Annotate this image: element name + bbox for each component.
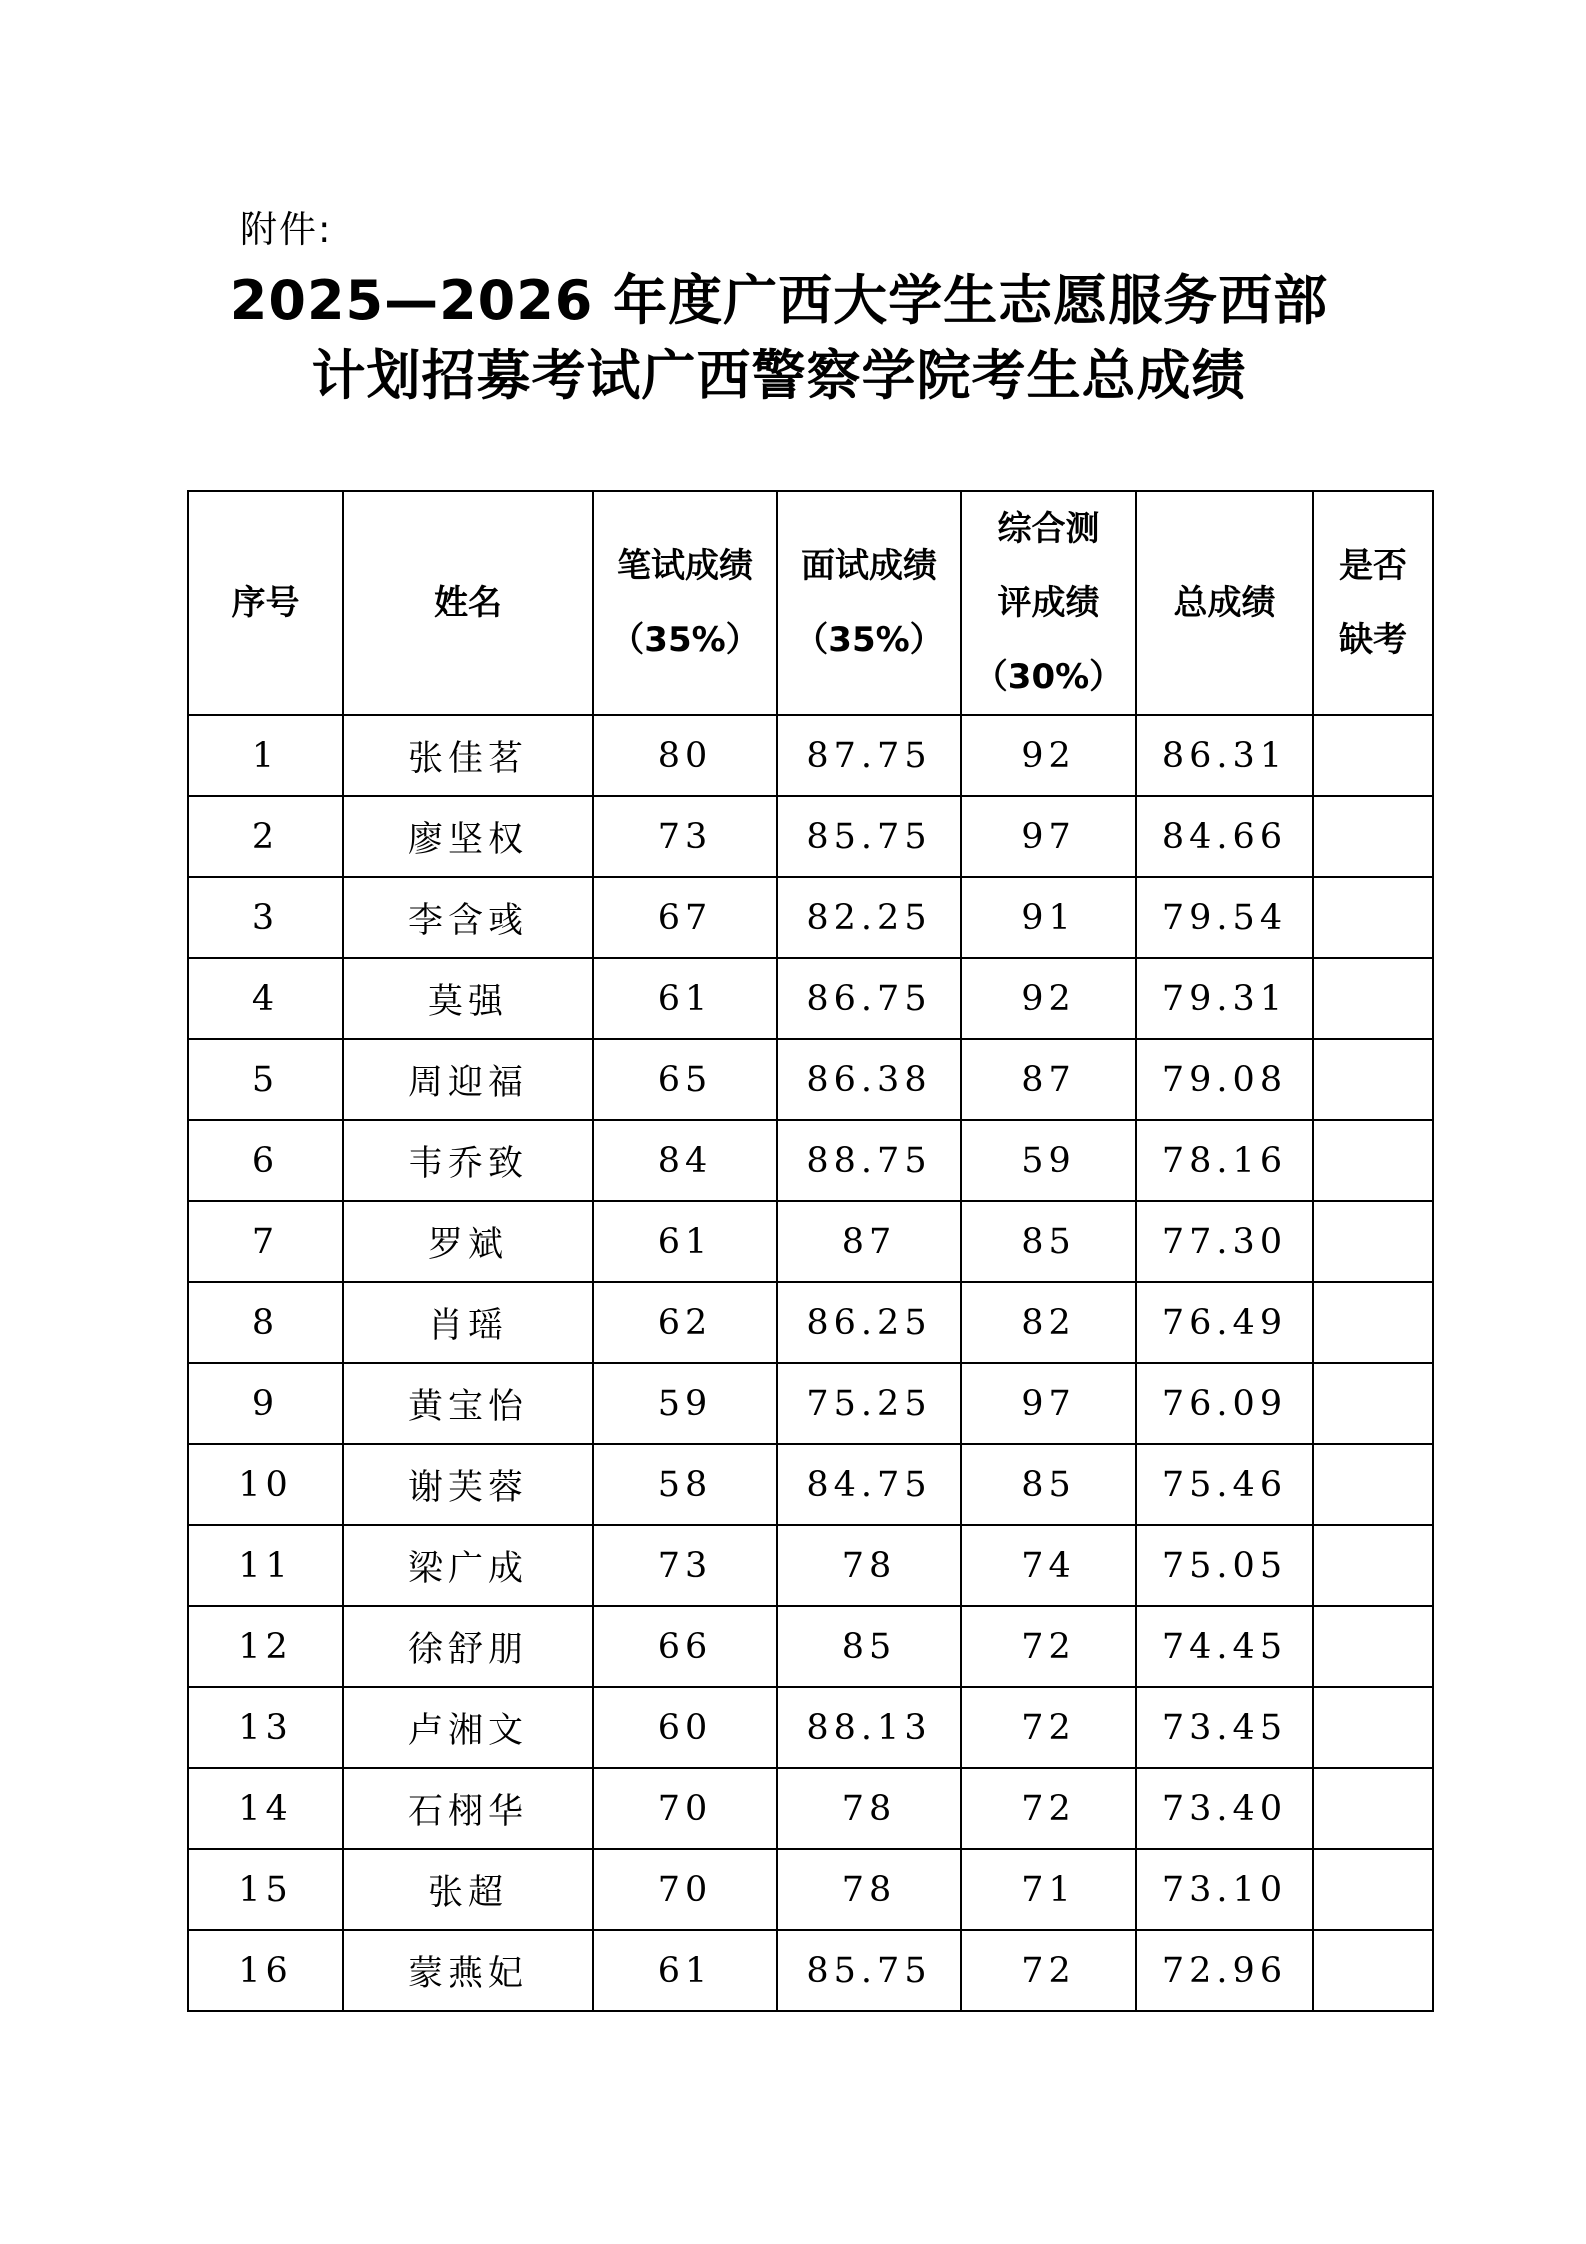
interview-score-cell: 88.75 [777,1120,961,1201]
absent-cell [1313,1525,1433,1606]
table-body [188,715,1433,2011]
total-score-cell: 84.66 [1136,796,1313,877]
written-score-cell: 84 [593,1120,777,1201]
seq-cell: 16 [188,1930,343,2011]
attachment-label: 附件: [240,208,333,251]
evaluation-score-cell: 74 [961,1525,1136,1606]
header-evaluation-score: 综合测 评成绩 （30%） [961,491,1136,715]
name-cell: 梁广成 [343,1525,593,1606]
interview-score-cell: 86.75 [777,958,961,1039]
table-row [188,1849,1433,1930]
absent-cell [1313,1363,1433,1444]
written-score-cell: 58 [593,1444,777,1525]
written-score-cell: 73 [593,796,777,877]
evaluation-score-cell: 97 [961,1363,1136,1444]
written-score-cell: 59 [593,1363,777,1444]
table-row [188,958,1433,1039]
absent-cell [1313,796,1433,877]
header-interview-score: 面试成绩 （35%） [777,491,961,715]
evaluation-score-cell: 72 [961,1606,1136,1687]
name-cell: 蒙燕妃 [343,1930,593,2011]
name-cell: 罗斌 [343,1201,593,1282]
table-row [188,715,1433,796]
interview-score-cell: 85 [777,1606,961,1687]
evaluation-score-cell: 59 [961,1120,1136,1201]
evaluation-score-cell: 85 [961,1444,1136,1525]
total-score-cell: 74.45 [1136,1606,1313,1687]
total-score-cell: 79.54 [1136,877,1313,958]
table-row [188,1039,1433,1120]
evaluation-score-cell: 72 [961,1687,1136,1768]
name-cell: 张佳茗 [343,715,593,796]
total-score-cell: 72.96 [1136,1930,1313,2011]
evaluation-score-cell: 92 [961,958,1136,1039]
absent-cell [1313,1687,1433,1768]
total-score-cell: 75.05 [1136,1525,1313,1606]
seq-cell: 11 [188,1525,343,1606]
document-title-line-1: 2025—2026 年度广西大学生志愿服务西部 [229,269,1329,332]
absent-cell [1313,1606,1433,1687]
seq-cell: 6 [188,1120,343,1201]
seq-cell: 2 [188,796,343,877]
total-score-cell: 73.45 [1136,1687,1313,1768]
interview-score-cell: 84.75 [777,1444,961,1525]
interview-score-cell: 88.13 [777,1687,961,1768]
written-score-cell: 65 [593,1039,777,1120]
interview-score-cell: 78 [777,1525,961,1606]
name-cell: 周迎福 [343,1039,593,1120]
seq-cell: 1 [188,715,343,796]
total-score-cell: 75.46 [1136,1444,1313,1525]
interview-score-cell: 78 [777,1849,961,1930]
absent-cell [1313,1039,1433,1120]
absent-cell [1313,1282,1433,1363]
interview-score-cell: 86.25 [777,1282,961,1363]
written-score-cell: 61 [593,1201,777,1282]
absent-cell [1313,958,1433,1039]
seq-cell: 5 [188,1039,343,1120]
document-title-line-2: 计划招募考试广西警察学院考生总成绩 [311,344,1247,407]
absent-cell [1313,1768,1433,1849]
table-row [188,1201,1433,1282]
table-row [188,1768,1433,1849]
absent-cell [1313,1120,1433,1201]
name-cell: 肖瑶 [343,1282,593,1363]
seq-cell: 10 [188,1444,343,1525]
name-cell: 张超 [343,1849,593,1930]
written-score-cell: 60 [593,1687,777,1768]
score-table [187,490,1434,2012]
written-score-cell: 66 [593,1606,777,1687]
written-score-cell: 61 [593,1930,777,2011]
total-score-cell: 77.30 [1136,1201,1313,1282]
name-cell: 韦乔致 [343,1120,593,1201]
seq-cell: 4 [188,958,343,1039]
interview-score-cell: 82.25 [777,877,961,958]
interview-score-cell: 86.38 [777,1039,961,1120]
absent-cell [1313,1930,1433,2011]
header-written-score: 笔试成绩 （35%） [593,491,777,715]
evaluation-score-cell: 82 [961,1282,1136,1363]
table-row [188,1120,1433,1201]
total-score-cell: 79.31 [1136,958,1313,1039]
seq-cell: 7 [188,1201,343,1282]
absent-cell [1313,715,1433,796]
seq-cell: 15 [188,1849,343,1930]
total-score-cell: 73.40 [1136,1768,1313,1849]
seq-cell: 8 [188,1282,343,1363]
table-row [188,1525,1433,1606]
total-score-cell: 73.10 [1136,1849,1313,1930]
total-score-cell: 76.09 [1136,1363,1313,1444]
table-header-row [188,491,1433,715]
written-score-cell: 70 [593,1768,777,1849]
absent-cell [1313,1201,1433,1282]
total-score-cell: 86.31 [1136,715,1313,796]
header-name: 姓名 [343,491,593,715]
absent-cell [1313,1444,1433,1525]
table-row [188,1363,1433,1444]
evaluation-score-cell: 72 [961,1768,1136,1849]
name-cell: 黄宝怡 [343,1363,593,1444]
written-score-cell: 62 [593,1282,777,1363]
table-row [188,1930,1433,2011]
evaluation-score-cell: 97 [961,796,1136,877]
interview-score-cell: 78 [777,1768,961,1849]
table-row [188,796,1433,877]
interview-score-cell: 85.75 [777,796,961,877]
table-row [188,1606,1433,1687]
total-score-cell: 78.16 [1136,1120,1313,1201]
name-cell: 石栩华 [343,1768,593,1849]
total-score-cell: 76.49 [1136,1282,1313,1363]
name-cell: 廖坚权 [343,796,593,877]
name-cell: 李含彧 [343,877,593,958]
written-score-cell: 80 [593,715,777,796]
table-row [188,1687,1433,1768]
total-score-cell: 79.08 [1136,1039,1313,1120]
evaluation-score-cell: 87 [961,1039,1136,1120]
seq-cell: 3 [188,877,343,958]
absent-cell [1313,877,1433,958]
absent-cell [1313,1849,1433,1930]
name-cell: 徐舒朋 [343,1606,593,1687]
seq-cell: 9 [188,1363,343,1444]
evaluation-score-cell: 91 [961,877,1136,958]
evaluation-score-cell: 85 [961,1201,1136,1282]
table-row [188,877,1433,958]
evaluation-score-cell: 92 [961,715,1136,796]
written-score-cell: 67 [593,877,777,958]
name-cell: 卢湘文 [343,1687,593,1768]
table-row [188,1444,1433,1525]
interview-score-cell: 87 [777,1201,961,1282]
written-score-cell: 73 [593,1525,777,1606]
name-cell: 谢芙蓉 [343,1444,593,1525]
seq-cell: 13 [188,1687,343,1768]
interview-score-cell: 87.75 [777,715,961,796]
table-row [188,1282,1433,1363]
interview-score-cell: 75.25 [777,1363,961,1444]
name-cell: 莫强 [343,958,593,1039]
written-score-cell: 70 [593,1849,777,1930]
evaluation-score-cell: 72 [961,1930,1136,2011]
header-absent: 是否 缺考 [1313,491,1433,715]
written-score-cell: 61 [593,958,777,1039]
seq-cell: 12 [188,1606,343,1687]
header-seq: 序号 [188,491,343,715]
seq-cell: 14 [188,1768,343,1849]
interview-score-cell: 85.75 [777,1930,961,2011]
evaluation-score-cell: 71 [961,1849,1136,1930]
header-total-score: 总成绩 [1136,491,1313,715]
